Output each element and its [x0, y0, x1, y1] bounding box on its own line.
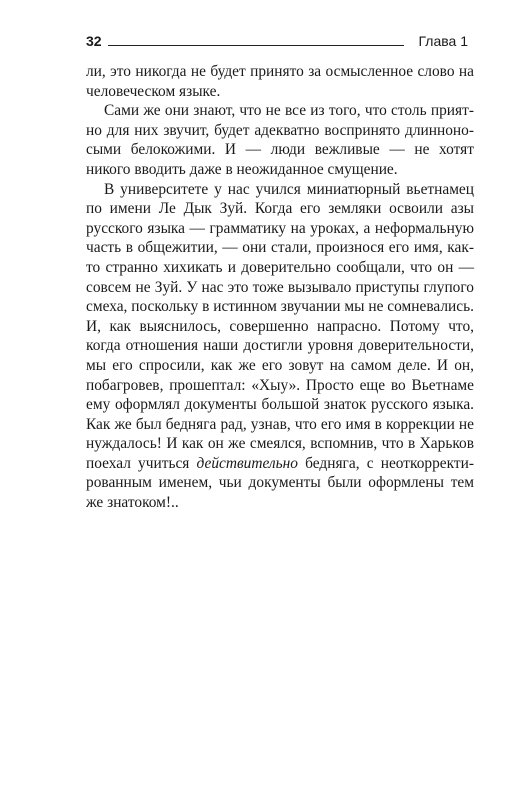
chapter-title: Глава 1: [418, 33, 468, 49]
body-text: [86, 62, 474, 513]
header-rule: [108, 45, 404, 46]
text-segment: В университете у нас учился миниатюрный вьетнамец по имени Ле Дык Зуй. Когда его земляки освоили азы русского языка — грамматику на уроках, а неформальную часть в общежитии, — они стали, произнося его имя, как-то странно хихикать и доверительно сообщали, что он — совсем не Зуй. У нас это тоже вызывало приступы глупого смеха, поскольку в истинном звучании мы не сомневались. И, как выяснилось, совершенно напрасно. Потому что, когда отношения наши достигли уровня доверительности, мы его спросили, как же его зовут на самом деле. И он, побагровев, прошептал: «Хыу». Просто еще во Вьетнаме ему оформлял документы большой знаток русского языка. Как же был бедняга рад, узнав, что его имя в коррекции не нуждалось! И как он же смеялся, вспомнив, что в Харьков поехал учиться: [86, 180, 474, 472]
running-header: [86, 32, 468, 52]
paragraph: Сами же они знают, что не все из того, что столь приятно для них звучит, будет адекватно воспринято длинноносыми белокожими. И — люди вежливые — не хотят никого вводить даже в неожиданное смущение.: [86, 102, 474, 178]
paragraph: [86, 180, 474, 513]
emphasized-text: действительно: [196, 454, 298, 472]
page-number: 32: [86, 33, 102, 49]
text-segment: бедняга, с неоткорректированным именем, чьи документы были оформлены тем же знатоком!..: [86, 454, 474, 512]
paragraph-continuation: ли, это никогда не будет принято за осмысленное слово на человеческом языке.: [86, 63, 474, 100]
